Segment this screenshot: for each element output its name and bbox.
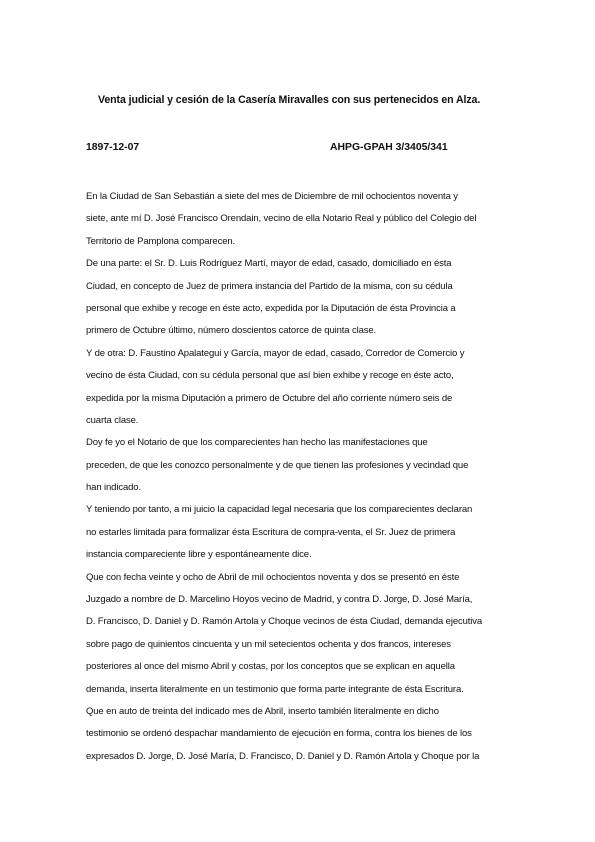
archive-reference: AHPG-GPAH 3/3405/341 [330, 142, 448, 153]
body-line: Juzgado a nombre de D. Marcelino Hoyos vecino de Madrid, y contra D. Jorge, D. José María, [86, 594, 473, 606]
document-title: Venta judicial y cesión de la Casería Miravalles con sus pertenecidos en Alza. [98, 94, 481, 106]
body-line: demanda, inserta literalmente en un testimonio que forma parte integrante de ésta Escritura. [86, 683, 464, 695]
document-date: 1897-12-07 [86, 142, 140, 153]
body-line: preceden, de que les conozco personalmente y de que tienen las profesiones y vecindad que [86, 459, 469, 471]
body-line: En la Ciudad de San Sebastián a siete del mes de Diciembre de mil ochocientos noventa y [86, 191, 458, 202]
body-line: De una parte: el Sr. D. Luis Rodríguez Martí, mayor de edad, casado, domiciliado en ésta [86, 258, 452, 270]
body-line: Que con fecha veinte y ocho de Abril de mil ochocientos noventa y dos se presentó en éste [86, 571, 460, 583]
body-line: Y de otra: D. Faustino Apalategui y García, mayor de edad, casado, Corredor de Comercio y [86, 347, 465, 359]
body-line: testimonio se ordenó despachar mandamiento de ejecución en forma, contra los bienes de los [86, 728, 472, 740]
body-line: Que en auto de treinta del indicado mes de Abril, inserto también literalmente en dicho [86, 705, 439, 717]
body-line: Doy fe yo el Notario de que los comparecientes han hecho las manifestaciones que [86, 437, 428, 449]
body-line: primero de Octubre último, número doscientos catorce de quinta clase. [86, 325, 377, 337]
body-line: expresados D. Jorge, D. José María, D. Francisco, D. Daniel y D. Ramón Artola y Choque por la [86, 750, 480, 762]
body-line: sobre pago de quinientos cincuenta y un mil setecientos ochenta y dos francos, intereses [86, 638, 451, 650]
body-line: D. Francisco, D. Daniel y D. Ramón Artola y Choque vecinos de ésta Ciudad, demanda ejecutiva [86, 616, 483, 628]
body-line: personal que exhibe y recoge en éste acto, expedida por la Diputación de ésta Provincia a [86, 302, 456, 314]
document-body [86, 186, 506, 768]
body-line: instancia compareciente libre y espontáneamente dice. [86, 549, 312, 561]
body-line: han indicado. [86, 482, 141, 494]
body-line: Ciudad, en concepto de Juez de primera instancia del Partido de la misma, con su cédula [86, 280, 453, 292]
body-line: Territorio de Pamplona comparecen. [86, 235, 236, 247]
body-line: cuarta clase. [86, 414, 139, 426]
body-line: siete, ante mí D. José Francisco Orendain, vecino de ella Notario Real y público del Colegio del [86, 213, 477, 225]
body-line: expedida por la misma Diputación a primero de Octubre del año corriente número seis de [86, 392, 453, 404]
body-line: vecino de ésta Ciudad, con su cédula personal que así bien exhibe y recoge en éste acto, [86, 370, 454, 382]
body-line: posteriores al once del mismo Abril y costas, por los conceptos que se explican en aquella [86, 661, 455, 673]
body-line: Y teniendo por tanto, a mi juicio la capacidad legal necesaria que los comparecientes declaran [86, 504, 473, 516]
body-line: no estarles limitada para formalizar ésta Escritura de compra-venta, el Sr. Juez de primera [86, 526, 456, 538]
